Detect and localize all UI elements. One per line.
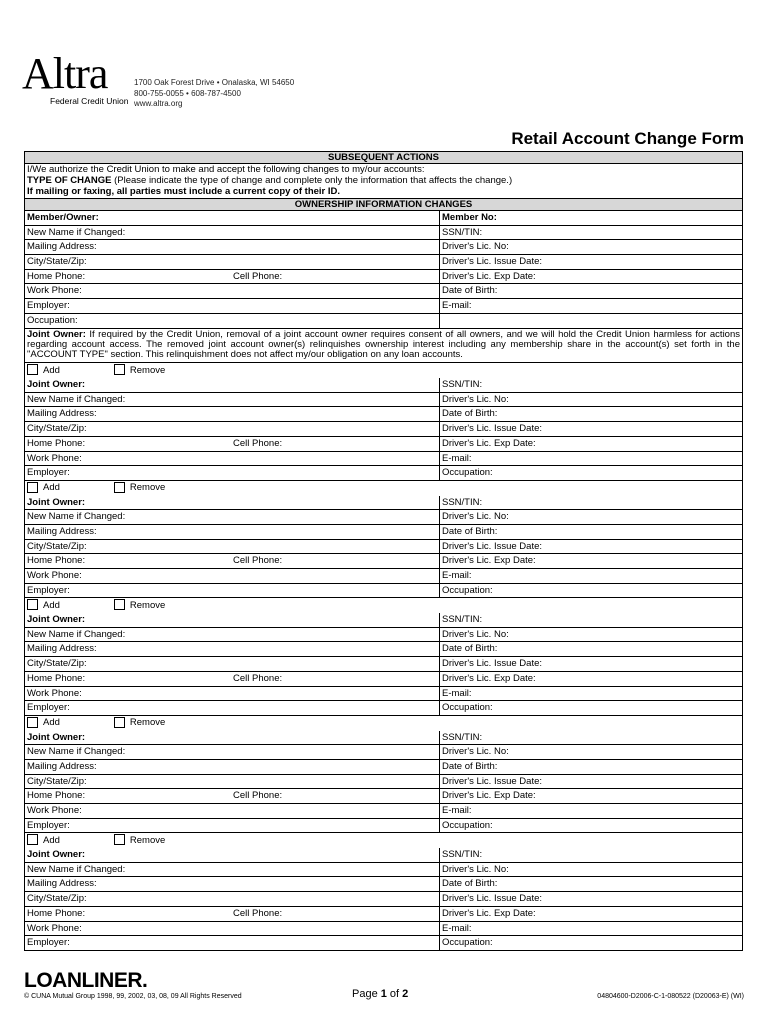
add-checkbox[interactable]: [27, 482, 38, 493]
joint-owner-section: [25, 598, 742, 716]
field-label: New Name if Changed:: [27, 226, 126, 238]
form-row: [25, 819, 742, 834]
field-right[interactable]: Date of Birth:: [442, 525, 498, 537]
address-block: [134, 78, 294, 110]
field-left[interactable]: [25, 240, 440, 254]
field-label: Work Phone:: [27, 452, 82, 464]
add-checkbox[interactable]: [27, 364, 38, 375]
field-right[interactable]: SSN/TIN:: [442, 496, 483, 508]
field-left[interactable]: [25, 687, 440, 701]
form-row: [25, 226, 742, 241]
field-label: Work Phone:: [27, 285, 82, 297]
field-right[interactable]: Driver's Lic. No:: [442, 241, 509, 253]
field-left[interactable]: [25, 936, 440, 950]
field-left[interactable]: [25, 907, 440, 921]
joint-owner-section: [25, 363, 742, 481]
field-left[interactable]: [25, 760, 440, 774]
subsequent-actions-header: SUBSEQUENT ACTIONS: [25, 152, 742, 164]
form-row: [25, 775, 742, 790]
field-left[interactable]: [25, 422, 440, 436]
copyright-text: © CUNA Mutual Group 1998, 99, 2002, 03, 08, 09 All Rights Reserved: [24, 993, 242, 1000]
form-row: [25, 554, 742, 569]
field-label: Employer:: [27, 467, 70, 479]
field-label: City/State/Zip:: [27, 775, 87, 787]
cell-phone-label: Cell Phone:: [233, 672, 283, 684]
field-label: Mailing Address:: [27, 408, 97, 420]
cell-phone-label: Cell Phone:: [233, 437, 283, 449]
type-of-change-label: TYPE OF CHANGE: [27, 175, 112, 186]
joint-owner-label: Joint Owner:: [27, 614, 86, 626]
form-row: [25, 760, 742, 775]
field-label: Occupation:: [27, 314, 78, 326]
form-row: [25, 613, 742, 628]
field-left[interactable]: [25, 892, 440, 906]
cell-phone-label: Cell Phone:: [233, 555, 283, 567]
field-left[interactable]: [25, 804, 440, 818]
add-remove-row: [25, 481, 742, 496]
add-remove-row: [25, 833, 742, 848]
change-form: [24, 151, 743, 951]
form-row: [25, 240, 742, 255]
loanliner-logo: LOANLINER.: [24, 969, 148, 992]
form-row: [25, 525, 742, 540]
add-remove-options: [25, 363, 742, 378]
field-label: New Name if Changed:: [27, 746, 126, 758]
field-label: Employer:: [27, 937, 70, 949]
form-row: [25, 672, 742, 687]
field-left[interactable]: [25, 922, 440, 936]
page-number: [352, 988, 408, 1000]
field-right[interactable]: Driver's Lic. Issue Date:: [442, 658, 543, 670]
credit-union-logo: [22, 49, 132, 108]
add-remove-row: [25, 716, 742, 731]
field-right[interactable]: SSN/TIN:: [442, 731, 483, 743]
form-row: [25, 907, 742, 922]
cell-phone-label: Cell Phone:: [233, 270, 283, 282]
field-left[interactable]: [25, 284, 440, 298]
field-left[interactable]: [25, 407, 440, 421]
member-number-field[interactable]: Member No:: [442, 212, 497, 223]
field-right[interactable]: SSN/TIN:: [442, 849, 483, 861]
field-left[interactable]: [25, 540, 440, 554]
field-left[interactable]: [25, 745, 440, 759]
joint-owner-label: Joint Owner:: [27, 731, 86, 743]
joint-owner-disclaimer: [25, 329, 742, 364]
field-left[interactable]: [25, 554, 440, 568]
form-row: [25, 422, 742, 437]
field-right[interactable]: Driver's Lic. Exp Date:: [442, 907, 536, 919]
remove-checkbox[interactable]: [114, 834, 125, 845]
field-left[interactable]: [25, 226, 440, 240]
field-label: City/State/Zip:: [27, 423, 87, 435]
authorize-text: I/We authorize the Credit Union to make and accept the following changes to my/our accounts:: [27, 164, 425, 175]
form-row: [25, 540, 742, 555]
field-label: Home Phone:: [27, 555, 86, 567]
add-remove-options: [25, 598, 742, 613]
disclaimer-label: Joint Owner:: [27, 328, 86, 340]
form-row: [25, 687, 742, 702]
field-right[interactable]: Driver's Lic. Issue Date:: [442, 256, 543, 268]
remove-label: Remove: [129, 717, 166, 729]
add-label: Add: [43, 599, 60, 611]
field-left[interactable]: [25, 819, 440, 833]
field-label: Work Phone:: [27, 805, 82, 817]
field-label: Employer:: [27, 702, 70, 714]
field-label: Mailing Address:: [27, 760, 97, 772]
joint-owner-label: Joint Owner:: [27, 849, 86, 861]
field-left[interactable]: [25, 584, 440, 598]
field-right[interactable]: Occupation:: [442, 937, 493, 949]
field-left[interactable]: [25, 877, 440, 891]
remove-checkbox[interactable]: [114, 364, 125, 375]
field-left[interactable]: [25, 437, 440, 451]
form-row: [25, 437, 742, 452]
member-owner-row: [25, 211, 742, 226]
field-label: Mailing Address:: [27, 241, 97, 253]
id-requirement-text: If mailing or faxing, all parties must include a current copy of their ID.: [27, 186, 341, 197]
add-checkbox[interactable]: [27, 599, 38, 610]
field-label: City/State/Zip:: [27, 893, 87, 905]
field-right[interactable]: Date of Birth:: [442, 878, 498, 890]
field-left[interactable]: [25, 672, 440, 686]
form-row: [25, 299, 742, 314]
field-right[interactable]: Date of Birth:: [442, 408, 498, 420]
field-left[interactable]: [25, 299, 440, 313]
form-row: [25, 314, 742, 329]
intro-text: [25, 164, 742, 199]
form-row: [25, 393, 742, 408]
field-right[interactable]: Occupation:: [442, 819, 493, 831]
field-label: Work Phone:: [27, 922, 82, 934]
remove-label: Remove: [129, 599, 166, 611]
field-left[interactable]: [25, 466, 440, 480]
field-left[interactable]: [25, 510, 440, 524]
remove-checkbox[interactable]: [114, 599, 125, 610]
page-title: Retail Account Change Form: [511, 129, 744, 148]
field-left[interactable]: [25, 452, 440, 466]
joint-owner-section: [25, 833, 742, 951]
page-of: of: [386, 988, 403, 1000]
form-row: [25, 922, 742, 937]
address-line: 1700 Oak Forest Drive • Onalaska, WI 54650: [134, 78, 295, 87]
field-label: Home Phone:: [27, 270, 86, 282]
field-left[interactable]: [25, 848, 440, 862]
field-right[interactable]: Driver's Lic. Exp Date:: [442, 555, 536, 567]
field-label: City/State/Zip:: [27, 256, 87, 268]
member-owner-field[interactable]: Member/Owner:: [25, 211, 440, 225]
field-right[interactable]: Occupation:: [442, 702, 493, 714]
add-label: Add: [43, 717, 60, 729]
add-remove-options: [25, 481, 742, 496]
field-right[interactable]: Driver's Lic. No:: [442, 511, 509, 523]
field-right[interactable]: Driver's Lic. Exp Date:: [442, 672, 536, 684]
field-right[interactable]: Date of Birth:: [442, 285, 498, 297]
add-remove-row: [25, 598, 742, 613]
joint-owner-label: Joint Owner:: [27, 379, 86, 391]
page-total: 2: [402, 988, 409, 1000]
field-right[interactable]: [440, 314, 742, 328]
add-label: Add: [43, 482, 60, 494]
field-left[interactable]: [25, 378, 440, 392]
field-label: New Name if Changed:: [27, 863, 126, 875]
field-left[interactable]: [25, 314, 440, 328]
field-label: Employer:: [27, 819, 70, 831]
form-row: [25, 496, 742, 511]
add-remove-row: [25, 363, 742, 378]
field-left[interactable]: [25, 628, 440, 642]
field-right[interactable]: Driver's Lic. Exp Date:: [442, 790, 536, 802]
website-line: www.altra.org: [134, 99, 183, 108]
field-right[interactable]: Date of Birth:: [442, 760, 498, 772]
form-row: [25, 877, 742, 892]
field-label: New Name if Changed:: [27, 628, 126, 640]
field-left[interactable]: [25, 657, 440, 671]
field-right[interactable]: Driver's Lic. Exp Date:: [442, 270, 536, 282]
form-row: [25, 284, 742, 299]
field-left[interactable]: [25, 789, 440, 803]
field-label: Mailing Address:: [27, 525, 97, 537]
form-row: [25, 378, 742, 393]
add-label: Add: [43, 364, 60, 376]
field-right[interactable]: Occupation:: [442, 584, 493, 596]
field-right[interactable]: Driver's Lic. No:: [442, 628, 509, 640]
form-code: 04804600-D2006-C-1-080522 (D20063-E) (WI): [597, 993, 744, 1000]
add-checkbox[interactable]: [27, 717, 38, 728]
field-label: Home Phone:: [27, 437, 86, 449]
remove-checkbox[interactable]: [114, 717, 125, 728]
field-label: Home Phone:: [27, 790, 86, 802]
field-left[interactable]: [25, 775, 440, 789]
field-label: Home Phone:: [27, 907, 86, 919]
cell-phone-label: Cell Phone:: [233, 907, 283, 919]
field-right[interactable]: E-mail:: [442, 570, 472, 582]
field-label: City/State/Zip:: [27, 658, 87, 670]
field-right[interactable]: Driver's Lic. Issue Date:: [442, 540, 543, 552]
logo-subtitle: Federal Credit Union: [50, 96, 129, 106]
field-right[interactable]: Driver's Lic. No:: [442, 863, 509, 875]
owner-fields: [25, 226, 742, 329]
form-row: [25, 657, 742, 672]
joint-owner-label: Joint Owner:: [27, 496, 86, 508]
form-row: [25, 642, 742, 657]
add-remove-options: [25, 716, 742, 731]
add-remove-options: [25, 833, 742, 848]
field-label: Mailing Address:: [27, 643, 97, 655]
form-row: [25, 407, 742, 422]
field-left[interactable]: [25, 270, 440, 284]
form-row: [25, 731, 742, 746]
phone-line: 800-755-0055 • 608-787-4500: [134, 88, 241, 98]
cell-phone-label: Cell Phone:: [233, 790, 283, 802]
form-row: [25, 863, 742, 878]
field-right[interactable]: SSN/TIN:: [442, 379, 483, 391]
field-label: Mailing Address:: [27, 878, 97, 890]
field-label: City/State/Zip:: [27, 540, 87, 552]
field-right[interactable]: E-mail:: [442, 922, 472, 934]
page-label: Page: [352, 988, 381, 1000]
field-right[interactable]: Driver's Lic. Issue Date:: [442, 893, 543, 905]
field-label: Home Phone:: [27, 672, 86, 684]
field-left[interactable]: [25, 393, 440, 407]
form-row: [25, 466, 742, 481]
field-label: New Name if Changed:: [27, 511, 126, 523]
field-label: Employer:: [27, 584, 70, 596]
field-right[interactable]: Date of Birth:: [442, 643, 498, 655]
field-left[interactable]: [25, 701, 440, 715]
form-row: [25, 804, 742, 819]
field-right[interactable]: E-mail:: [442, 687, 472, 699]
add-label: Add: [43, 834, 60, 846]
remove-checkbox[interactable]: [114, 482, 125, 493]
field-left[interactable]: [25, 613, 440, 627]
form-row: [25, 452, 742, 467]
joint-owner-sections: [25, 363, 742, 951]
ownership-changes-header: OWNERSHIP INFORMATION CHANGES: [25, 199, 742, 211]
form-row: [25, 789, 742, 804]
field-left[interactable]: [25, 525, 440, 539]
field-right[interactable]: Driver's Lic. Issue Date:: [442, 423, 543, 435]
page-current: 1: [380, 988, 387, 1000]
joint-owner-section: [25, 481, 742, 599]
form-row: [25, 255, 742, 270]
logo-wordmark: Altra: [22, 49, 108, 98]
field-label: Employer:: [27, 300, 70, 312]
field-left[interactable]: [25, 863, 440, 877]
remove-label: Remove: [129, 834, 166, 846]
form-row: [25, 510, 742, 525]
field-right[interactable]: Driver's Lic. Issue Date:: [442, 775, 543, 787]
disclaimer-text: If required by the Credit Union, removal of a joint account owner requires consent of all owners, and we will hold the Credit Union harmless for actions regarding account access. The removed joint account owner(s) relinquishes ownership interest including any membership share in the account(s) set forth in the "ACCOUNT TYPE" section. This relinquishment does not affect my/our obligation on any loan accounts.: [27, 328, 740, 361]
field-right[interactable]: E-mail:: [442, 300, 472, 312]
field-left[interactable]: [25, 496, 440, 510]
type-of-change-text: [27, 175, 740, 186]
form-row: [25, 848, 742, 863]
form-row: [25, 745, 742, 760]
form-row: [25, 569, 742, 584]
field-label: Work Phone:: [27, 687, 82, 699]
field-right[interactable]: Driver's Lic. No:: [442, 393, 509, 405]
field-right[interactable]: E-mail:: [442, 805, 472, 817]
form-row: [25, 936, 742, 951]
remove-label: Remove: [129, 364, 166, 376]
joint-owner-section: [25, 716, 742, 834]
field-label: Work Phone:: [27, 570, 82, 582]
field-left[interactable]: [25, 642, 440, 656]
type-of-change-instructions: (Please indicate the type of change and complete only the information that affects the change.): [111, 175, 513, 186]
form-row: [25, 892, 742, 907]
field-left[interactable]: [25, 569, 440, 583]
field-right[interactable]: Driver's Lic. Exp Date:: [442, 437, 536, 449]
field-right[interactable]: Occupation:: [442, 467, 493, 479]
field-right[interactable]: SSN/TIN:: [442, 614, 483, 626]
form-row: [25, 270, 742, 285]
field-right[interactable]: Driver's Lic. No:: [442, 746, 509, 758]
add-checkbox[interactable]: [27, 834, 38, 845]
form-row: [25, 701, 742, 716]
field-right[interactable]: E-mail:: [442, 452, 472, 464]
field-right[interactable]: SSN/TIN:: [442, 226, 483, 238]
remove-label: Remove: [129, 482, 166, 494]
form-row: [25, 584, 742, 599]
form-row: [25, 628, 742, 643]
field-label: New Name if Changed:: [27, 393, 126, 405]
field-left[interactable]: [25, 255, 440, 269]
field-left[interactable]: [25, 731, 440, 745]
